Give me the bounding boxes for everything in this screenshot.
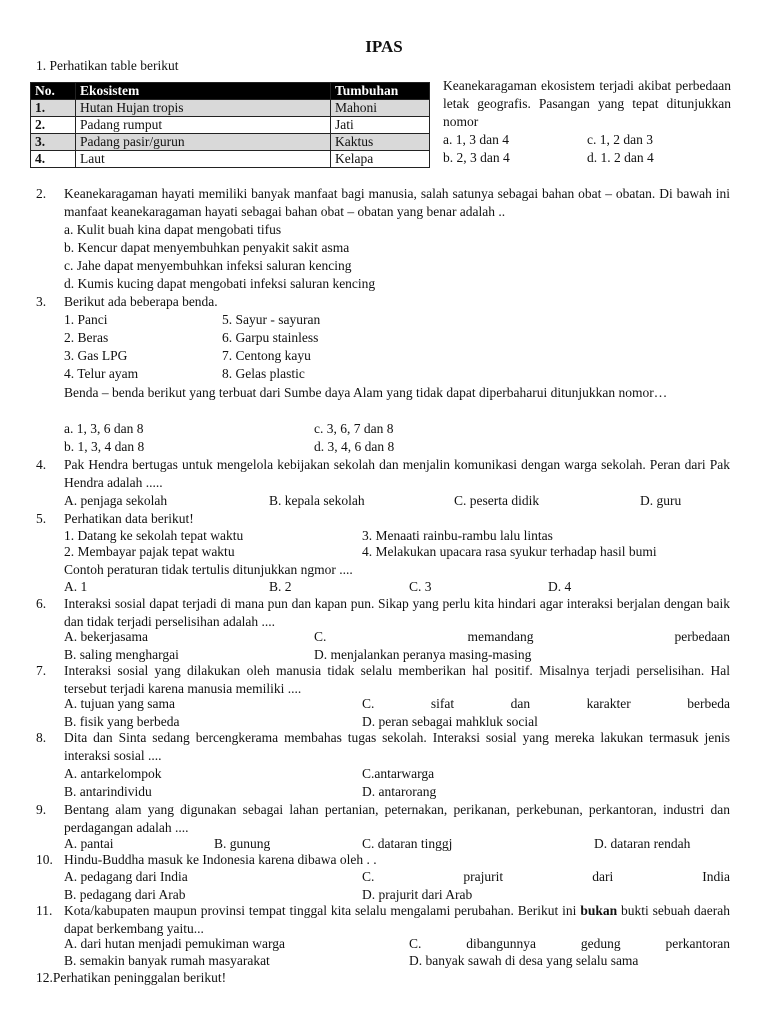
q8-option-c: C.antarwarga xyxy=(362,766,435,781)
cell-tumbuhan: Mahoni xyxy=(331,100,430,117)
q3-item: 6. Garpu stainless xyxy=(222,330,319,345)
cell-tumbuhan: Kaktus xyxy=(331,134,430,151)
q3-option-a: a. 1, 3, 6 dan 8 xyxy=(64,421,144,436)
q2-text: Keanekaragaman hayati memiliki banyak manfaat bagi manusia, salah satunya sebagai bahan obat – obatan. Di bawah ini manfaat keanekaragaman hayati sebagai bahan obat – obatan yang benar adalah .. xyxy=(64,186,730,219)
q7-option-d: D. peran sebagai mahkluk social xyxy=(362,714,538,729)
q3-option-b: b. 1, 3, 4 dan 8 xyxy=(64,439,145,454)
q9-option-a: A. pantai xyxy=(64,836,114,851)
q4-option-d: D. guru xyxy=(640,493,682,508)
q1-option-d: d. 1. 2 dan 4 xyxy=(587,150,654,165)
q1-text: Keanekaragaman ekosistem terjadi akibat perbedaan letak geografis. Pasangan yang tepat ditunjukkan nomor xyxy=(443,78,731,129)
q9-option-b: B. gunung xyxy=(214,836,271,851)
q7-option-c: C. sifat dan karakter berbeda xyxy=(362,696,730,711)
q3-number: 3. xyxy=(36,294,47,309)
q1-option-a: a. 1, 3 dan 4 xyxy=(443,132,509,147)
header-no: No. xyxy=(31,83,76,100)
q11-option-c: C. dibangunnya gedung perkantoran xyxy=(409,936,730,951)
cell-ekosistem: Laut xyxy=(76,151,331,168)
q7-option-a: A. tujuan yang sama xyxy=(64,696,175,711)
q8-text: Dita dan Sinta sedang bercengkerama membahas tugas sekolah. Interaksi sosial yang mereka lakukan termasuk jenis interaksi sosial .... xyxy=(64,730,730,763)
q8-option-a: A. antarkelompok xyxy=(64,766,162,781)
page-title: IPAS xyxy=(365,37,403,56)
q4-option-b: B. kepala sekolah xyxy=(269,493,365,508)
q5-item: 1. Datang ke sekolah tepat waktu xyxy=(64,528,244,543)
table-row xyxy=(31,151,430,168)
q6-option-b: B. saling menghargai xyxy=(64,647,179,662)
q5-option-a: A. 1 xyxy=(64,579,88,594)
q3-item: 1. Panci xyxy=(64,312,108,327)
q5-option-d: D. 4 xyxy=(548,579,572,594)
cell-ekosistem: Padang rumput xyxy=(76,117,331,134)
q4-option-a: A. penjaga sekolah xyxy=(64,493,168,508)
q7-option-b: B. fisik yang berbeda xyxy=(64,714,180,729)
cell-tumbuhan: Kelapa xyxy=(331,151,430,168)
q3-item: 5. Sayur - sayuran xyxy=(222,312,321,327)
q3-item: 4. Telur ayam xyxy=(64,366,139,381)
q9-option-c: C. dataran tinggj xyxy=(362,836,453,851)
q3-item: 2. Beras xyxy=(64,330,109,345)
q3-option-c: c. 3, 6, 7 dan 8 xyxy=(314,421,394,436)
q3-item: 8. Gelas plastic xyxy=(222,366,305,381)
header-tumbuhan: Tumbuhan xyxy=(331,83,430,100)
cell-ekosistem: Hutan Hujan tropis xyxy=(76,100,331,117)
q8-number: 8. xyxy=(36,730,47,745)
cell-no: 2. xyxy=(31,117,76,134)
q1-option-c: c. 1, 2 dan 3 xyxy=(587,132,653,147)
q5-option-b: B. 2 xyxy=(269,579,292,594)
q3-item: 7. Centong kayu xyxy=(222,348,311,363)
q7-text: Interaksi sosial yang dilakukan oleh manusia tidak selalu memberikan hal positif. Misalnya terjadi perselisihan. Hal tersebut terjadi karena manusia memiliki .... xyxy=(64,663,730,696)
q6-number: 6. xyxy=(36,596,47,611)
q2-option-d: d. Kumis kucing dapat mengobati infeksi saluran kencing xyxy=(64,276,376,291)
q11-text-after: bukti sebuah daerah dapat berkembang yaitu... xyxy=(64,903,730,936)
q3-intro: Berikut ada beberapa benda. xyxy=(64,294,218,309)
table-header-row xyxy=(31,83,430,100)
q11-number: 11. xyxy=(36,903,53,918)
table-row xyxy=(31,117,430,134)
table-row xyxy=(31,134,430,151)
q5-item: 3. Menaati rainbu-rambu lalu lintas xyxy=(362,528,553,543)
q10-option-c: C. prajurit dari India xyxy=(362,869,730,884)
cell-no: 1. xyxy=(31,100,76,117)
q9-number: 9. xyxy=(36,802,47,817)
q7-number: 7. xyxy=(36,663,47,678)
q8-option-d: D. antarorang xyxy=(362,784,437,799)
q6-text: Interaksi sosial dapat terjadi di mana pun dan kapan pun. Sikap yang perlu kita hindari agar interaksi berjalan dengan baik dan tidak terjadi perselisihan adalah .... xyxy=(64,596,730,629)
q5-number: 5. xyxy=(36,511,47,526)
cell-tumbuhan: Jati xyxy=(331,117,430,134)
q4-text: Pak Hendra bertugas untuk mengelola kebijakan sekolah dan menjalin komunikasi dengan warga sekolah. Peran dari Pak Hendra adalah ..... xyxy=(64,457,730,490)
q10-number: 10. xyxy=(36,852,53,867)
q3-option-d: d. 3, 4, 6 dan 8 xyxy=(314,439,395,454)
q10-option-a: A. pedagang dari India xyxy=(64,869,188,884)
q8-option-b: B. antarindividu xyxy=(64,784,152,799)
q5-item: 4. Melakukan upacara rasa syukur terhadap hasil bumi xyxy=(362,544,657,559)
q11-text-bold: bukan xyxy=(580,903,618,918)
q5-text: Contoh peraturan tidak tertulis ditunjukkan ngmor .... xyxy=(64,562,353,577)
q1-option-b: b. 2, 3 dan 4 xyxy=(443,150,510,165)
q10-option-d: D. prajurit dari Arab xyxy=(362,887,473,902)
cell-ekosistem: Padang pasir/gurun xyxy=(76,134,331,151)
q5-intro: Perhatikan data berikut! xyxy=(64,511,194,526)
q2-option-c: c. Jahe dapat menyembuhkan infeksi saluran kencing xyxy=(64,258,352,273)
header-ekosistem: Ekosistem xyxy=(76,83,331,100)
q6-option-c: C. memandang perbedaan xyxy=(314,629,730,644)
ecosystem-table xyxy=(30,82,430,168)
q3-text: Benda – benda berikut yang terbuat dari Sumbe daya Alam yang tidak dapat diperbaharui ditunjukkan nomor… xyxy=(64,385,668,400)
cell-no: 4. xyxy=(31,151,76,168)
q3-item: 3. Gas LPG xyxy=(64,348,128,363)
q5-item: 2. Membayar pajak tepat waktu xyxy=(64,544,235,559)
q2-option-b: b. Kencur dapat menyembuhkan penyakit sakit asma xyxy=(64,240,350,255)
q1-heading: 1. Perhatikan table berikut xyxy=(36,58,179,73)
q10-option-b: B. pedagang dari Arab xyxy=(64,887,186,902)
q11-option-b: B. semakin banyak rumah masyarakat xyxy=(64,953,270,968)
q2-option-a: a. Kulit buah kina dapat mengobati tifus xyxy=(64,222,282,237)
q11-text-before: Kota/kabupaten maupun provinsi tempat tinggal kita selalu mengalami perubahan. Berikut ini xyxy=(64,903,581,918)
q4-number: 4. xyxy=(36,457,47,472)
q9-text: Bentang alam yang digunakan sebagai lahan pertanian, peternakan, perikanan, perkebunan, perkantoran, industri dan perdagangan adalah .... xyxy=(64,802,730,835)
cell-no: 3. xyxy=(31,134,76,151)
q11-option-a: A. dari hutan menjadi pemukiman warga xyxy=(64,936,285,951)
q5-option-c: C. 3 xyxy=(409,579,432,594)
table-row xyxy=(31,100,430,117)
q4-option-c: C. peserta didik xyxy=(454,493,540,508)
q11-text xyxy=(64,902,730,938)
q2-number: 2. xyxy=(36,186,47,201)
q6-option-a: A. bekerjasama xyxy=(64,629,148,644)
q6-option-d: D. menjalankan peranya masing-masing xyxy=(314,647,532,662)
q10-text: Hindu-Buddha masuk ke Indonesia karena dibawa oleh . . xyxy=(64,852,377,867)
q9-option-d: D. dataran rendah xyxy=(594,836,691,851)
q12-text: 12.Perhatikan peninggalan berikut! xyxy=(36,970,227,985)
q1-question xyxy=(443,77,731,167)
q11-option-d: D. banyak sawah di desa yang selalu sama xyxy=(409,953,639,968)
